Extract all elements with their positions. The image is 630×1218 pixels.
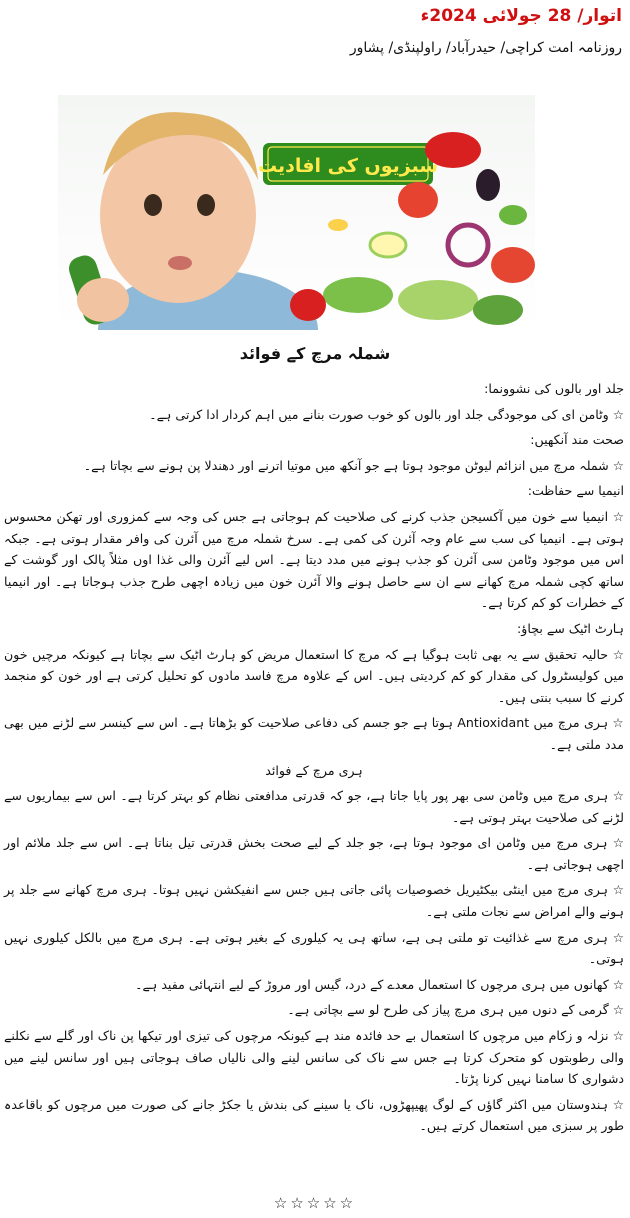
section-heading: جلد اور بالوں کی نشوونما: [484,381,624,396]
end-stars: ☆☆☆☆☆ [273,1194,357,1212]
paragraph: ☆ کھانوں میں ہری مرچوں کا استعمال معدے کے درد، گیس اور مروڑ کے لیے انتہائی مفید ہے۔ [135,976,624,992]
hero-image [58,95,535,330]
section-heading: انیمیا سے حفاظت: [527,483,624,499]
section-heading: صحت مند آنکھیں: [530,432,624,448]
paragraph-antioxidant: ☆ ہری مرچ میں Antioxidant ہوتا ہے جو جسم کی دفاعی صلاحیت کو بڑھاتا ہے۔ اس سے کینسر سے لڑنے میں بھی مدد ملتی ہے۔ [4,715,624,752]
paragraph: ☆ ہری مرچ میں وٹامن سی بھر پور پایا جاتا ہے، جو کہ قدرتی مدافعتی نظام کو بہتر کرتا ہے۔ اس سے بیماریوں سے لڑنے کی صلاحیت بہتر ہوتی ہے۔ [4,788,624,825]
paragraph: ☆ نزلہ و زکام میں مرچوں کا استعمال بے حد فائدہ مند ہے کیونکہ مرچوں کی تیزی اور تیکھا پن ناک اور گلے سے نکلنے والی رطوبتوں کو متحرک کرتا ہے جس سے ناک کی سانس لینے والی نالیاں صاف ہوجاتی ہیں اور سانس لینے میں دشواری کا سامنا نہیں کرنا پڑتا۔ [4,1028,624,1087]
paragraph: ☆ ہری مرچ سے غذائیت تو ملتی ہی ہے، ساتھ ہی یہ کیلوری کے بغیر ہوتی ہے۔ ہری مرچ میں بالکل کیلوری نہیں ہوتی۔ [4,929,624,967]
source-line: روزنامہ امت کراچی/ حیدرآباد/ راولپنڈی/ پشاور [349,40,622,56]
article-body [4,374,624,1141]
paragraph: ☆ ہندوستان میں اکثر گاؤں کے لوگ پھیپھڑوں، ناک یا سینے کی بندش یا جکڑ جانے کی صورت میں مرچوں کو باقاعدہ طور پر سبزی میں استعمال کرتے ہیں۔ [4,1096,624,1134]
paragraph: ☆ حالیہ تحقیق سے یہ بھی ثابت ہوگیا ہے کہ مرچ کا استعمال مریض کو ہارٹ اٹیک سے بچاتا ہے کیونکہ مرچیں خون میں کولیسٹرول کی مقدار کو کم کردیتی ہیں۔ اس کے علاوہ مرچ فاسد مادوں کو تحلیل کرتی ہے اور خون کو منجمد کرنے کا سبب بنتی ہیں۔ [4,646,624,705]
publish-date: اتوار/ 28 جولائی 2024ء [420,6,622,26]
paragraph: ☆ ہری مرچ میں اینٹی بیکٹیریل خصوصیات پائی جاتی ہیں جس سے انفیکشن نہیں ہوتا۔ ہری مرچ کھانے سے جلد پر ہونے والے امراض سے نجات ملتی ہے۔ [4,882,624,920]
banner-text: سبزیوں کی افادیت [257,155,439,177]
paragraph: ☆ انیمیا سے خون میں آکسیجن جذب کرنے کی صلاحیت کم ہوجاتی ہے جس کی وجہ سے کمزوری اور تھکن محسوس ہوتی ہے۔ انیمیا کی سب سے عام وجہ آئرن کی کمی ہے۔ سرخ شملہ مرچ میں آئرن کی وافر مقدار ہوتی ہے۔ جبکہ اس میں موجود وٹامن سی آئرن کو جذب ہونے میں مدد دیتا ہے۔ اس لیے آئرن والی غذا اوں مثلاً پالک اور گوشت کے ساتھ کچی شملہ مرچ کھانے سے ان سے حاصل ہونے والا آئرن خون میں زیادہ اچھی طرح جذب ہوجاتا ہے۔ اور انیمیا کے خطرات کو کم کرتا ہے۔ [4,508,624,611]
paragraph: ☆ گرمی کے دنوں میں ہری مرچ پیاز کی طرح لو سے بچاتی ہے۔ [287,1002,624,1018]
paragraph: ☆ وٹامن ای کی موجودگی جلد اور بالوں کو خوب صورت بنانے میں اہم کردار ادا کرتی ہے۔ [149,406,624,422]
section-heading: ہارٹ اٹیک سے بچاؤ: [517,620,624,636]
article-title: شملہ مرچ کے فوائد [239,344,391,363]
antioxidant-word: Antioxidant [457,715,530,731]
section-heading: ہری مرچ کے فوائد [265,762,363,778]
paragraph: ☆ ہری مرچ میں وٹامن ای موجود ہوتا ہے، جو جلد کے لیے صحت بخش قدرتی تیل بناتا ہے۔ اس سے جلد ملائم اور اچھی ہوجاتی ہے۔ [4,835,624,872]
paragraph: ☆ شملہ مرچ میں انزائم لیوٹن موجود ہوتا ہے جو آنکھ میں موتیا اترنے اور دھندلا پن ہونے سے بچاتا ہے۔ [83,457,624,473]
